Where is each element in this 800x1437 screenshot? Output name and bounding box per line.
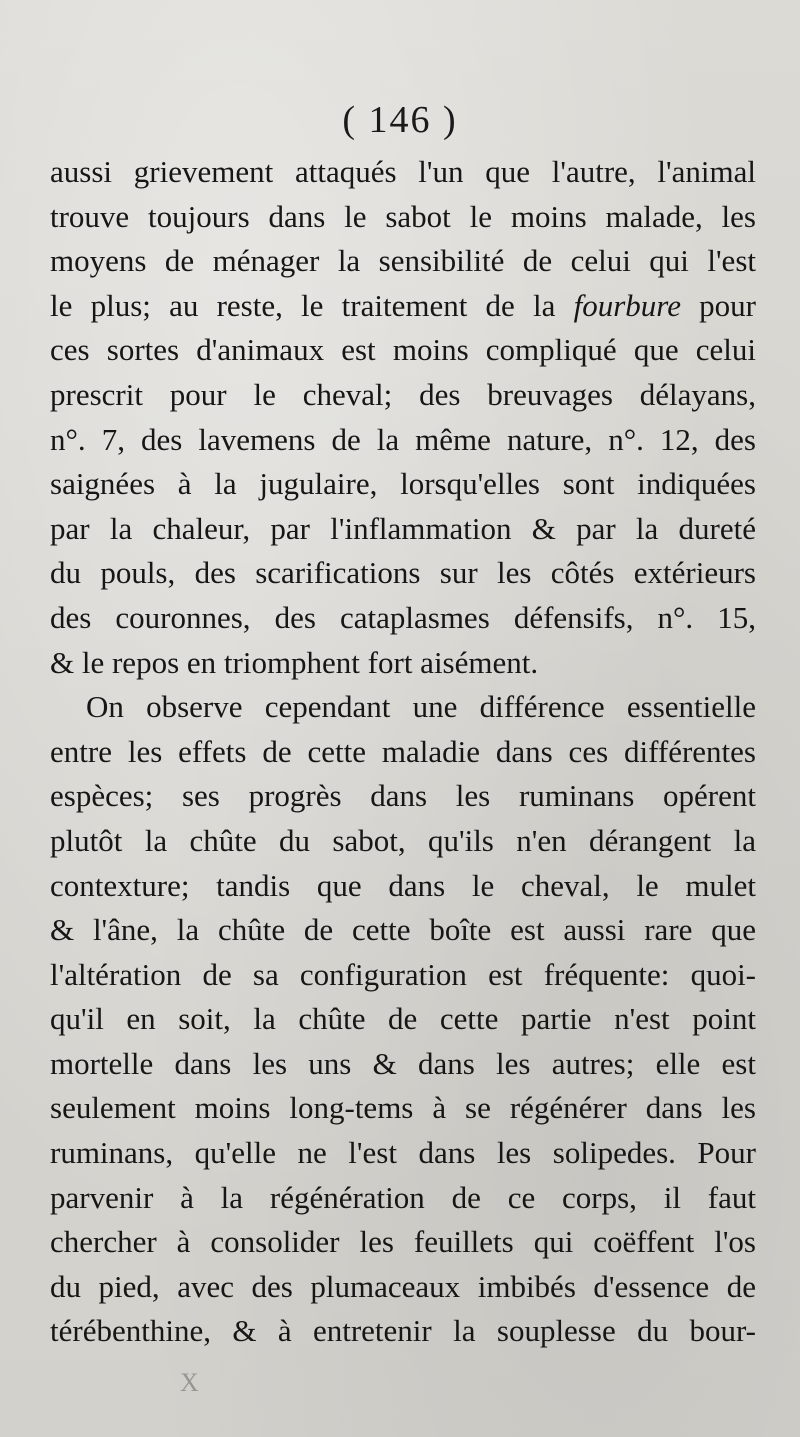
text-segment: le plus; au reste, le traitement de la bbox=[50, 287, 574, 323]
text-line: trouve toujours dans le sabot le moins malade, les bbox=[50, 198, 756, 234]
text-line: du pied, avec des plumaceaux imbibés d'essence de bbox=[50, 1268, 756, 1304]
text-line: aussi grievement attaqués l'un que l'autre, l'animal bbox=[50, 154, 756, 189]
text-line: par la chaleur, par l'inflammation & par la dureté bbox=[50, 510, 756, 546]
text-line: chercher à consolider les feuillets qui coëffent l'os bbox=[50, 1224, 756, 1260]
text-line: parvenir à la régénération de ce corps, il faut bbox=[50, 1179, 756, 1215]
text-line: seulement moins long-tems à se régénérer dans les bbox=[50, 1090, 756, 1126]
text-line: du pouls, des scarifications sur les côtés extérieurs bbox=[50, 555, 756, 591]
paragraph-end-line: & le repos en triomphent fort aisément. bbox=[50, 644, 539, 680]
text-line: mortelle dans les uns & dans les autres; elle est bbox=[50, 1045, 756, 1081]
italic-term: fourbure bbox=[573, 287, 681, 323]
text-line: prescrit pour le cheval; des breuvages délayans, bbox=[50, 376, 756, 412]
text-line: contexture; tandis que dans le cheval, le mulet bbox=[50, 867, 756, 903]
signature-mark: X bbox=[180, 1368, 199, 1397]
text-segment: pour bbox=[680, 287, 757, 323]
body-text bbox=[50, 150, 756, 1354]
text-line bbox=[50, 284, 756, 329]
text-line: saignées à la jugulaire, lorsqu'elles sont indiquées bbox=[50, 466, 756, 502]
text-line: ces sortes d'animaux est moins compliqué que celui bbox=[50, 332, 756, 368]
text-line: espèces; ses progrès dans les ruminans opérent bbox=[50, 778, 756, 814]
text-line: qu'il en soit, la chûte de cette partie n'est point bbox=[50, 1001, 756, 1037]
text-line: l'altération de sa configuration est fréquente: quoi- bbox=[50, 956, 756, 992]
text-line: térébenthine, & à entretenir la souplesse du bour- bbox=[50, 1313, 756, 1349]
paragraph-start-line: On observe cependant une différence essentielle bbox=[86, 689, 756, 725]
page-number: ( 146 ) bbox=[342, 99, 458, 141]
text-line: plutôt la chûte du sabot, qu'ils n'en dérangent la bbox=[50, 822, 756, 858]
text-line: ruminans, qu'elle ne l'est dans les solipedes. Pour bbox=[50, 1135, 756, 1171]
text-line: moyens de ménager la sensibilité de celui qui l'est bbox=[50, 243, 756, 279]
text-line: des couronnes, des cataplasmes défensifs, n°. 15, bbox=[50, 599, 756, 635]
text-line: n°. 7, des lavemens de la même nature, n°. 12, des bbox=[50, 421, 756, 457]
text-line: entre les effets de cette maladie dans ces différentes bbox=[50, 733, 756, 769]
text-line: & l'âne, la chûte de cette boîte est aussi rare que bbox=[50, 912, 756, 948]
